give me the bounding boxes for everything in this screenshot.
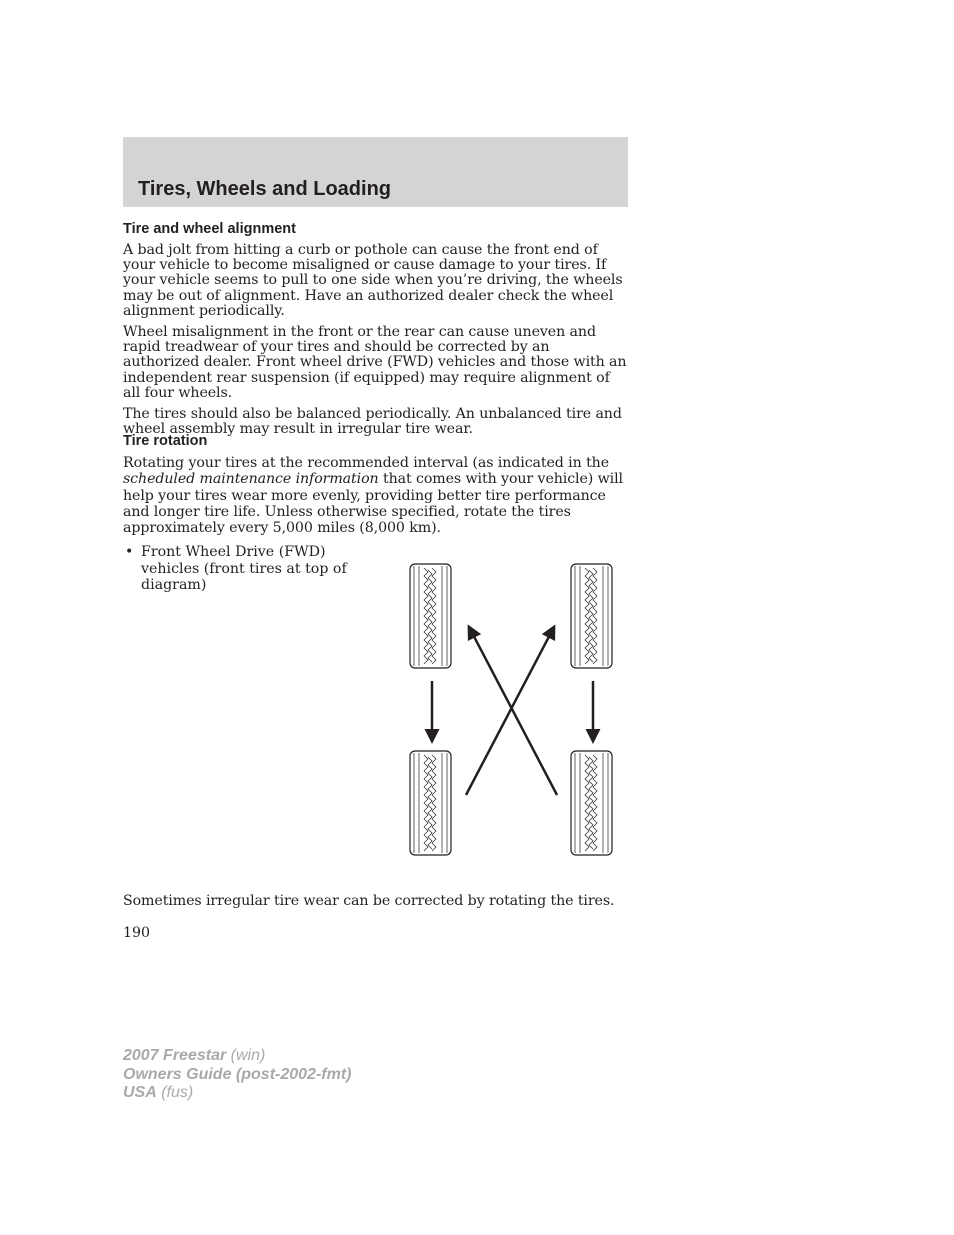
rear-right-tire [571, 751, 612, 855]
footer-market-code: (fus) [156, 1084, 194, 1101]
fwd-bullet-text: Front Wheel Drive (FWD) vehicles (front tires at top of diagram) [141, 544, 347, 593]
rear-right-to-front-left-arrow [469, 627, 557, 795]
scheduled-maintenance-reference: scheduled maintenance information [123, 471, 379, 488]
front-right-tire [571, 564, 612, 668]
rotation-intro [123, 455, 628, 536]
front-left-tire [410, 564, 451, 668]
footer-line-3 [123, 1084, 351, 1103]
alignment-paragraph-1: A bad jolt from hitting a curb or pothole can cause the front end of your vehicle to become misaligned or cause damage to your tires. If your vehicle seems to pull to one side when you’re driving, the wheels may be out of alignment. Have an authorized dealer check the wheel alignment periodically. [123, 242, 623, 319]
rotation-heading: Tire rotation [123, 433, 208, 449]
rear-left-to-front-right-arrow [466, 627, 554, 795]
footer-model-code: (win) [226, 1047, 266, 1064]
footer-line-2 [123, 1066, 351, 1085]
alignment-paragraph-2: Wheel misalignment in the front or the rear can cause uneven and rapid treadwear of your tires and should be corrected by an authorized dealer. Front wheel drive (FWD) vehicles and those with an independent rear suspension (if equipped) may require alignment of all four wheels. [123, 324, 627, 401]
rear-left-tire [410, 751, 451, 855]
closing-paragraph: Sometimes irregular tire wear can be corrected by rotating the tires. [123, 893, 615, 909]
footer-market: USA [123, 1084, 157, 1101]
footer-model: 2007 Freestar [123, 1047, 227, 1064]
page-number: 190 [123, 925, 151, 941]
rotation-intro-start: Rotating your tires at the recommended interval (as indicated in the [123, 455, 610, 471]
closing-section [123, 894, 628, 909]
document-footer [123, 1047, 351, 1103]
bullet-mark: • [125, 544, 134, 560]
rotation-intro-end: that comes with your vehicle) will help your tires wear more evenly, providing better tire performance and longer tire life. Unless otherwise specified, rotate the tires approximately every 5,000 miles (8,000 km). [123, 471, 623, 537]
section-title: Tires, Wheels and Loading [138, 178, 392, 200]
rotation-section [123, 433, 628, 536]
alignment-section [123, 221, 628, 437]
section-header-band [123, 137, 628, 207]
alignment-heading: Tire and wheel alignment [123, 221, 296, 237]
alignment-paragraph-3: The tires should also be balanced periodically. An unbalanced tire and wheel assembly may result in irregular tire wear. [123, 406, 622, 438]
footer-line-1 [123, 1047, 351, 1066]
footer-guide: Owners Guide (post-2002-fmt) [123, 1065, 352, 1083]
tire-rotation-diagram [404, 560, 619, 860]
